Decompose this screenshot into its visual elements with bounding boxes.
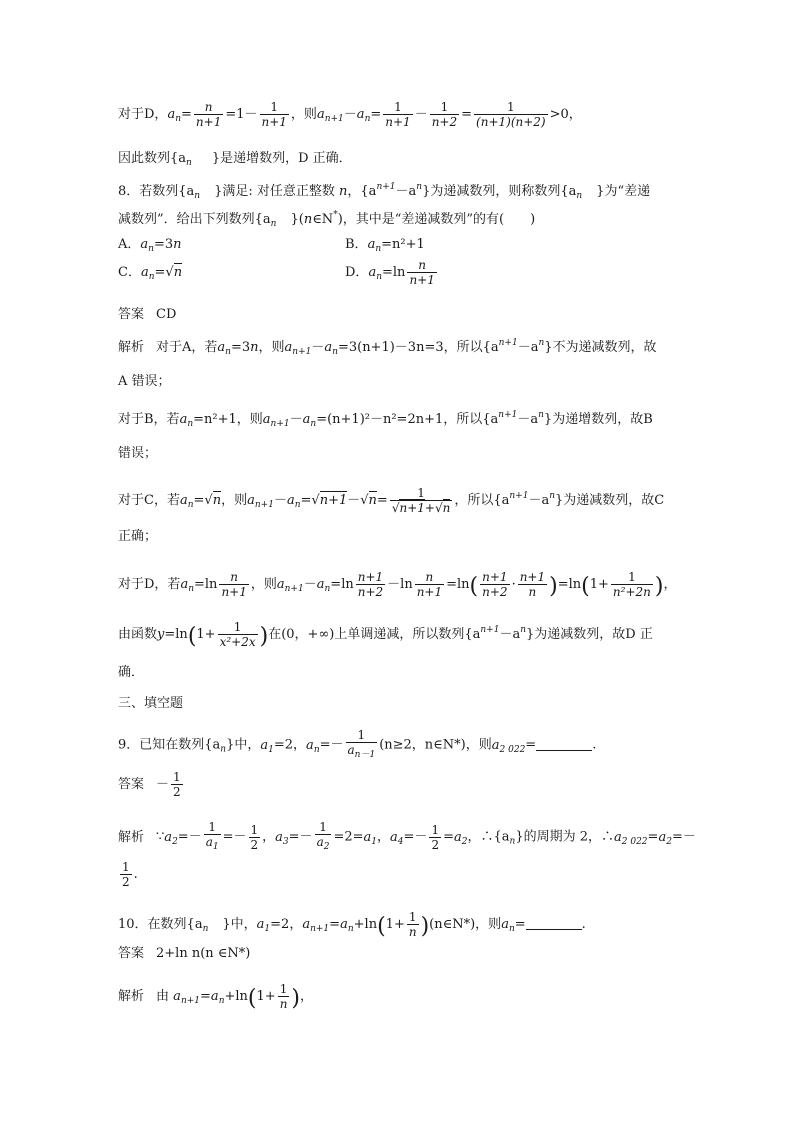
answer-blank-10[interactable]	[526, 917, 582, 930]
answer-blank-9[interactable]	[536, 738, 592, 751]
options-row-1	[118, 237, 425, 254]
option-b: B．$a_n=n^2+1$	[345, 237, 425, 254]
analysis-d-line1: 对于D，若$a_n=\ln$ $\frac{n}{n+1}$ ，则$a_{n+1}-a_n=\ln$ $\frac{n+1}{n+2}$ －ln $\frac{n}{n+1}$ =ln( $\frac{n+1}{n+2}$ · $\frac{n+1}{n}$ )=ln(1+ $\frac{1}{\text{n²+2n}}$ )，	[118, 570, 677, 599]
answer-8: 答案 CD	[118, 307, 177, 322]
question-8-line1: 8．若数列{$a_n$ }满足: 对任意正整数 n，$\{a^{n+1}-a^n\}$为递减数列，则称数列{$a_n$ }为“差递	[118, 182, 651, 201]
analysis-b-line1: 对于B，若$a_n=n^2+1$，则$a_{n+1}-a_n=(n+1)^2-n^2=2n+1$，所以$\{a^{n+1}-a^n\}$为递增数列，故B	[118, 410, 653, 429]
question-9: 9．已知在数列$\{a_n\}$中，$a_1=2$，$a_n=-$ $\frac{1}{a_{n-1}}$ (n≥2，n∈N*)，则$a_{2 022}=$ .	[118, 728, 597, 760]
conclusion-line: 因此数列{$a_n$ }是递增数列，D 正确．	[118, 151, 352, 168]
option-a: A．$a_n=3n$	[118, 237, 182, 254]
analysis-a-line2: A 错误；	[118, 374, 171, 389]
analysis-b-line2: 错误；	[118, 446, 158, 461]
answer-10: 答案 2+ln n(n ∈N*)	[118, 946, 251, 961]
question-10: 10．在数列{$a_n$ }中，$a_1=2$，$a_{n+1}=a_n+\ln(1+$ $\frac{1}{n}$ )(n∈N*)，则$a_n=$ .	[118, 910, 586, 939]
section-heading: 三、填空题	[118, 696, 184, 711]
analysis-9-tail: $\frac{1}{2}$ .	[122, 860, 138, 889]
analysis-c-line1: 对于C，若$a_n=√n$，则$a_{n+1}-a_n=√n+1-√n=$ $\frac{1}{√n+1+√n}$ ，所以$\{a^{n+1}-a^n\}$为递减数列，故C	[118, 486, 665, 515]
option-d: D．$a_n=\ln$ $\frac{n}{n+1}$	[345, 258, 435, 287]
answer-9: 答案 － $\frac{1}{2}$	[118, 770, 181, 799]
analysis-9: 解析 $\because a_2=-$ $\frac{1}{a_1}$ =－ $\frac{1}{2}$ ，$a_3=-$ $\frac{1}{a_2}$ $=2=a_1$，$a_4=-$ $\frac{1}{2}$ $=a_2$，$\therefore\{a_n\}$的周期为 2，$\therefore a_{2 022}=a_2=-$	[118, 820, 696, 852]
question-8-line2: 减数列”．给出下列数列{$a_n$ }(n∈N*)，其中是“差递减数列”的有( )	[118, 210, 536, 229]
analysis-d-line2: 由函数y=ln(1+ $\frac{1}{\text{x²+2x}}$ )在(0，+∞)上单调递减，所以数列$\{a^{n+1}-a^n\}$为递减数列，故D 正	[118, 620, 653, 649]
analysis-c-line2: 正确；	[118, 529, 158, 544]
options-row-2	[118, 258, 435, 287]
solution-line-d-prev: 对于D，$a_n=$ $\frac{n}{n+1}$ =1－ $\frac{1}{n+1}$ ，则$a_{n+1}-a_n=$ $\frac{1}{n+1}$ － $\frac{1}{n+2}$ = $\frac{1}{(n+1)(n+2)}$ >0，	[118, 100, 582, 129]
analysis-10: 解析 由 $a_{n+1}=a_n+\ln(1+$ $\frac{1}{n}$ )，	[118, 982, 314, 1011]
analysis-d-line3: 确．	[118, 665, 145, 680]
option-c: C．$a_n=√n$	[118, 265, 183, 282]
analysis-a-line1: 解析 对于A，若$a_n=3n$，则$a_{n+1}-a_n=3(n+1)-3n=3$，所以$\{a^{n+1}-a^n\}$不为递减数列，故	[118, 338, 657, 357]
